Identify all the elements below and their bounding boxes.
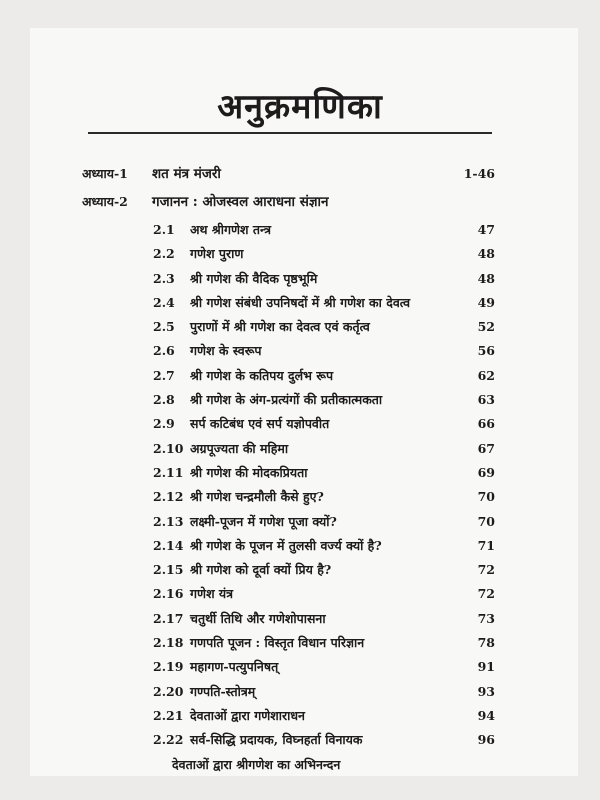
chapter-row	[0, 162, 600, 190]
page-number: 91	[477, 659, 495, 675]
continuation-row	[0, 753, 600, 777]
section-number: 2.5	[153, 319, 175, 335]
page-number: 73	[477, 610, 495, 626]
section-title: गणेश यंत्र	[190, 586, 234, 602]
section-number: 2.10	[153, 440, 184, 456]
section-title: श्री गणेश के पूजन में तुलसी वर्ज्य क्यों है?	[190, 537, 382, 553]
section-title: सर्प कटिबंध एवं सर्प यज्ञोपवीत	[190, 416, 330, 432]
section-row	[0, 631, 600, 655]
section-title: श्री गणेश संबंधी उपनिषदों में श्री गणेश का देवत्व	[190, 294, 411, 310]
page-number: 47	[477, 222, 495, 237]
page-number: 62	[477, 367, 495, 383]
section-row	[0, 607, 600, 631]
section-row	[0, 315, 600, 339]
section-number: 2.19	[153, 659, 184, 675]
section-number: 2.4	[153, 294, 175, 310]
section-row	[0, 558, 600, 582]
section-row	[0, 412, 600, 436]
section-number: 2.2	[153, 246, 175, 262]
section-row	[0, 582, 600, 606]
section-row	[0, 388, 600, 412]
section-title: गणपति पूजन : विस्तृत विधान परिज्ञान	[190, 635, 365, 651]
section-row	[0, 339, 600, 363]
section-number: 2.16	[153, 586, 184, 602]
section-title: श्री गणेश को दूर्वा क्यों प्रिय है?	[190, 562, 332, 578]
page-number: 56	[477, 343, 495, 359]
section-number: 2.8	[153, 392, 175, 408]
section-number: 2.6	[153, 343, 175, 359]
page-title: अनुक्रमणिका	[217, 87, 383, 127]
section-title: पुराणों में श्री गणेश का देवत्व एवं कर्तृत्व	[190, 319, 370, 335]
page-number: 70	[477, 489, 495, 505]
section-row	[0, 218, 600, 242]
section-title: लक्ष्मी-पूजन में गणेश पूजा क्यों?	[190, 513, 337, 529]
page-number: 52	[477, 319, 495, 335]
chapter-title: गजानन : ओजस्वल आराधना संज्ञान	[152, 194, 329, 210]
section-title: सर्व-सिद्धि प्रदायक, विघ्नहर्ता विनायक	[190, 732, 363, 748]
page-number: 48	[477, 246, 495, 262]
section-title: गणेश के स्वरूप	[190, 343, 262, 359]
page-number: 1-46	[463, 166, 495, 181]
chapter-label: अध्याय-2	[82, 194, 128, 209]
section-number: 2.20	[153, 683, 184, 699]
section-number: 2.3	[153, 270, 175, 286]
section-title: महागण-पत्युपनिषत्	[190, 659, 279, 675]
page-number: 96	[477, 732, 495, 748]
page-number: 49	[477, 294, 495, 310]
page-number: 63	[477, 392, 495, 408]
section-title: श्री गणेश के अंग-प्रत्यंगों की प्रतीकात्मकता	[190, 392, 383, 408]
section-row	[0, 534, 600, 558]
page-number: 94	[477, 707, 495, 723]
section-number: 2.15	[153, 562, 184, 578]
section-title: अग्रपूज्यता की महिमा	[190, 440, 289, 456]
page-number: 93	[477, 683, 495, 699]
chapter-label: अध्याय-1	[82, 166, 128, 181]
section-title-continuation: देवताओं द्वारा श्रीगणेश का अभिनन्दन	[172, 756, 341, 772]
section-number: 2.18	[153, 635, 184, 651]
section-row	[0, 655, 600, 679]
section-row	[0, 680, 600, 704]
section-row	[0, 364, 600, 388]
page-number: 72	[477, 586, 495, 602]
title-underline	[88, 132, 492, 134]
section-number: 2.17	[153, 610, 184, 626]
section-number: 2.22	[153, 732, 184, 748]
section-row	[0, 461, 600, 485]
chapter-row	[0, 190, 600, 218]
section-title: श्री गणेश चन्द्रमौली कैसे हुए?	[190, 489, 324, 505]
section-row	[0, 437, 600, 461]
section-row	[0, 485, 600, 509]
section-row	[0, 242, 600, 266]
section-number: 2.9	[153, 416, 175, 432]
chapter-title: शत मंत्र मंजरी	[152, 166, 221, 182]
page-number: 72	[477, 562, 495, 578]
section-number: 2.11	[153, 464, 184, 480]
section-title: गण्पति-स्तोत्रम्	[190, 683, 256, 699]
page-number: 69	[477, 464, 495, 480]
page-number: 67	[477, 440, 495, 456]
table-of-contents	[0, 162, 600, 777]
section-number: 2.13	[153, 513, 184, 529]
section-row	[0, 291, 600, 315]
page-number: 78	[477, 635, 495, 651]
section-title: अथ श्रीगणेश तन्त्र	[190, 222, 271, 237]
section-title: चतुर्थी तिथि और गणेशोपासना	[190, 610, 326, 626]
page-number: 70	[477, 513, 495, 529]
section-number: 2.21	[153, 707, 184, 723]
section-row	[0, 704, 600, 728]
section-title: श्री गणेश की मोदकप्रियता	[190, 464, 308, 480]
section-row	[0, 728, 600, 752]
section-title: देवताओं द्वारा गणेशाराधन	[190, 707, 305, 723]
section-row	[0, 510, 600, 534]
section-title: श्री गणेश के कतिपय दुर्लभ रूप	[190, 367, 334, 383]
section-title: गणेश पुराण	[190, 246, 244, 262]
section-number: 2.12	[153, 489, 184, 505]
section-row	[0, 267, 600, 291]
page-number: 71	[477, 537, 495, 553]
page-number: 48	[477, 270, 495, 286]
section-number: 2.1	[153, 222, 175, 237]
section-number: 2.14	[153, 537, 184, 553]
page-number: 66	[477, 416, 495, 432]
section-title: श्री गणेश की वैदिक पृष्ठभूमि	[190, 270, 318, 286]
section-number: 2.7	[153, 367, 175, 383]
